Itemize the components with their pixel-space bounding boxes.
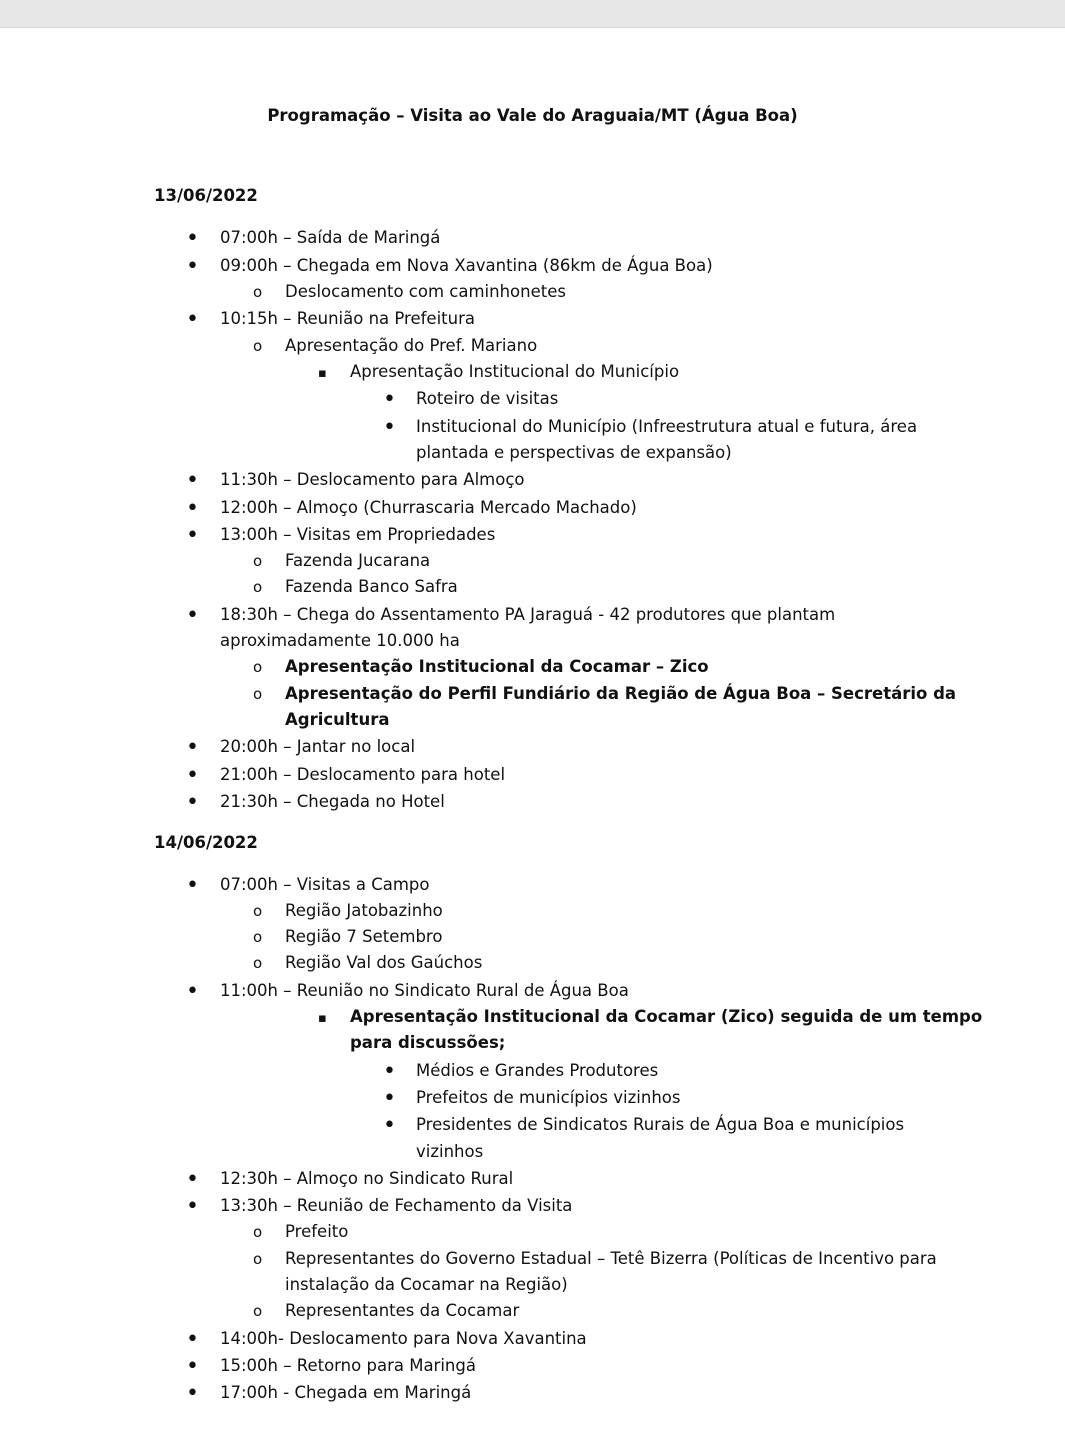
bullet-marker: [383, 1088, 396, 1109]
bullet-marker: [383, 1061, 396, 1082]
list-item: Representantes da Cocamar: [285, 1301, 520, 1320]
sub-bullet-marker: [253, 657, 262, 677]
list-item: 07:00h – Visitas a Campo: [220, 875, 430, 894]
sub-bullet-marker: [253, 577, 262, 597]
list-item: Apresentação Institucional da Cocamar (Zico) seguida de um tempo: [350, 1007, 983, 1026]
list-item: Deslocamento com caminhonetes: [285, 282, 566, 301]
list-item: Presidentes de Sindicatos Rurais de Água Boa e municípios: [416, 1115, 905, 1134]
bullet-marker: [186, 1356, 199, 1377]
list-item-continuation: para discussões;: [350, 1033, 506, 1052]
sub-bullet-marker: [253, 953, 262, 973]
list-item: 12:30h – Almoço no Sindicato Rural: [220, 1169, 514, 1188]
bullet-marker: [186, 1196, 199, 1217]
sub-bullet-marker: [253, 551, 262, 571]
bullet-marker: [186, 765, 199, 786]
sub-bullet-marker: [253, 336, 262, 356]
bullet-marker: [186, 470, 199, 491]
sub-bullet-marker: [253, 927, 262, 947]
sub-bullet-marker: [253, 1222, 262, 1242]
bullet-marker: [186, 525, 199, 546]
list-item: Roteiro de visitas: [416, 389, 559, 408]
list-item: 09:00h – Chegada em Nova Xavantina (86km de Água Boa): [220, 256, 713, 275]
sub-bullet-marker: [253, 1301, 262, 1321]
list-item: Médios e Grandes Produtores: [416, 1061, 659, 1080]
square-bullet-marker: [318, 362, 327, 384]
bullet-marker: [186, 228, 199, 249]
list-item: 15:00h – Retorno para Maringá: [220, 1356, 476, 1375]
list-item: Fazenda Banco Safra: [285, 577, 458, 596]
sub-bullet-marker: [253, 282, 262, 302]
sub-bullet-marker: [253, 684, 262, 704]
bullet-marker: [186, 1383, 199, 1404]
list-item: Prefeito: [285, 1222, 349, 1241]
list-item: 10:15h – Reunião na Prefeitura: [220, 309, 475, 328]
bullet-marker: [186, 737, 199, 758]
list-item: Apresentação Institucional do Município: [350, 362, 680, 381]
square-bullet-marker: [318, 1007, 327, 1029]
bullet-marker: [383, 1115, 396, 1136]
list-item: Representantes do Governo Estadual – Tetê Bizerra (Políticas de Incentivo para: [285, 1249, 937, 1268]
list-item-continuation: instalação da Cocamar na Região): [285, 1275, 568, 1294]
bullet-marker: [186, 256, 199, 277]
list-item: 18:30h – Chega do Assentamento PA Jaraguá - 42 produtores que plantam: [220, 605, 836, 624]
list-item: 20:00h – Jantar no local: [220, 737, 416, 756]
bullet-marker: [383, 389, 396, 410]
list-item: Apresentação do Perfil Fundiário da Região de Água Boa – Secretário da: [285, 684, 957, 703]
sub-bullet-marker: [253, 1249, 262, 1269]
list-item: Fazenda Jucarana: [285, 551, 431, 570]
list-item-continuation: plantada e perspectivas de expansão): [416, 443, 732, 462]
list-item: 21:30h – Chegada no Hotel: [220, 792, 445, 811]
date-heading-day2: 14/06/2022: [154, 833, 258, 852]
bullet-marker: [186, 498, 199, 519]
bullet-marker: [186, 309, 199, 330]
list-item: Região Val dos Gaúchos: [285, 953, 483, 972]
list-item: 17:00h - Chegada em Maringá: [220, 1383, 472, 1402]
sub-bullet-marker: [253, 901, 262, 921]
bullet-marker: [383, 417, 396, 438]
list-item: 21:00h – Deslocamento para hotel: [220, 765, 506, 784]
list-item: Região Jatobazinho: [285, 901, 443, 920]
list-item: 14:00h- Deslocamento para Nova Xavantina: [220, 1329, 587, 1348]
bullet-marker: [186, 981, 199, 1002]
list-item: Institucional do Município (Infreestrutura atual e futura, área: [416, 417, 918, 436]
list-item: Apresentação Institucional da Cocamar – Zico: [285, 657, 709, 676]
bullet-marker: [186, 875, 199, 896]
bullet-marker: [186, 792, 199, 813]
list-item: Região 7 Setembro: [285, 927, 443, 946]
list-item: Apresentação do Pref. Mariano: [285, 336, 538, 355]
bullet-marker: [186, 605, 199, 626]
list-item: 13:00h – Visitas em Propriedades: [220, 525, 496, 544]
list-item: 11:30h – Deslocamento para Almoço: [220, 470, 525, 489]
list-item: 11:00h – Reunião no Sindicato Rural de Água Boa: [220, 981, 629, 1000]
list-item: 13:30h – Reunião de Fechamento da Visita: [220, 1196, 573, 1215]
document-title: Programação – Visita ao Vale do Araguaia/MT (Água Boa): [267, 106, 798, 125]
bullet-marker: [186, 1169, 199, 1190]
list-item-continuation: Agricultura: [285, 710, 390, 729]
list-item: 07:00h – Saída de Maringá: [220, 228, 441, 247]
date-heading-day1: 13/06/2022: [154, 186, 258, 205]
list-item-continuation: aproximadamente 10.000 ha: [220, 631, 460, 650]
list-item-continuation: vizinhos: [416, 1142, 484, 1161]
bullet-marker: [186, 1329, 199, 1350]
list-item: 12:00h – Almoço (Churrascaria Mercado Machado): [220, 498, 637, 517]
list-item: Prefeitos de municípios vizinhos: [416, 1088, 681, 1107]
